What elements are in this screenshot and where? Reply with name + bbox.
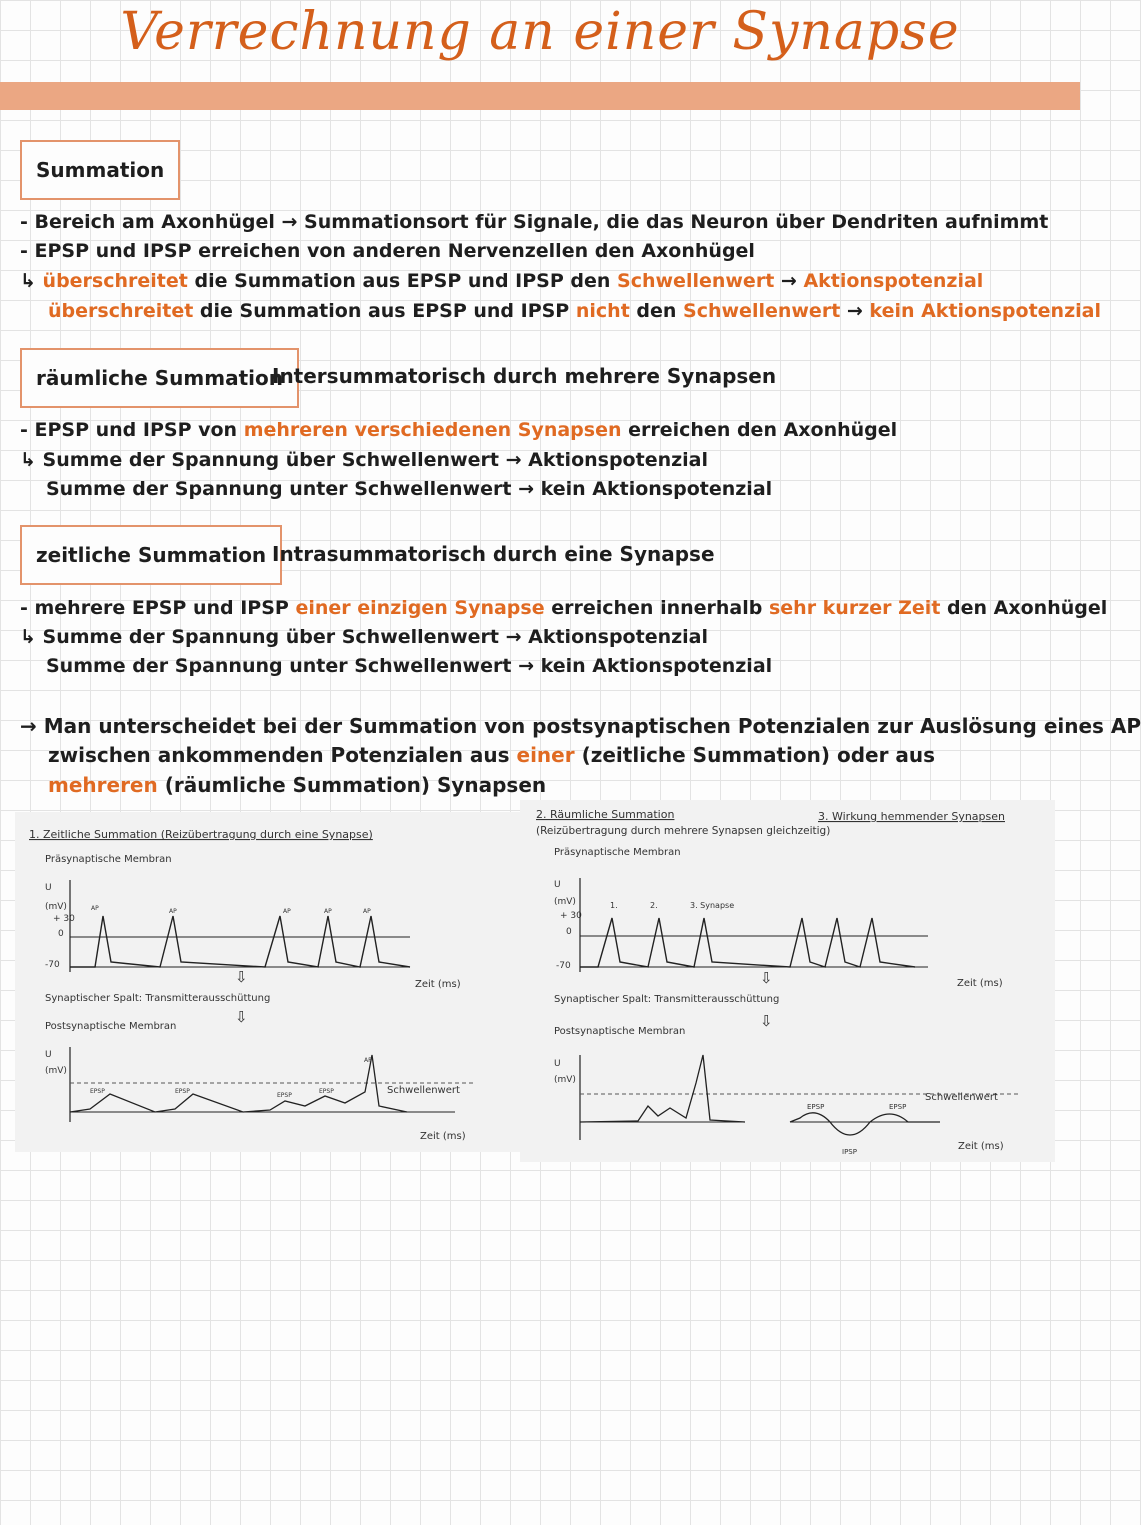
fig2-subtitle: (Reizübertragung durch mehrere Synapsen gleichzeitig) — [536, 825, 831, 837]
figure-raeumliche-summation-svg — [520, 800, 1055, 1162]
highlight-text: kein Aktionspotenzial — [869, 300, 1101, 322]
conclusion-line-1: → Man unterscheidet bei der Summation von postsynaptischen Potenzialen zur Auslösung eines AP — [20, 714, 1141, 738]
raeumliche-summation-desc: Intersummatorisch durch mehrere Synapsen — [272, 364, 777, 388]
fig2-tick-70: -70 — [556, 961, 571, 971]
fig3-trace — [790, 1113, 940, 1135]
fig3-epsp-label: EPSP — [807, 1103, 825, 1111]
fig1-ap-label: AP — [283, 908, 291, 915]
title-band — [0, 82, 1080, 110]
fig2-synapse-1: 1. — [610, 901, 618, 910]
fig2-synapse-3: 3. Synapse — [690, 901, 735, 910]
highlight-text: einer einzigen Synapse — [295, 597, 545, 619]
fig2-cleft-label: Synaptischer Spalt: Transmitterausschüttung — [554, 994, 780, 1005]
fig3-time-label: Zeit (ms) — [958, 1141, 1004, 1152]
text: die Summation aus EPSP und IPSP — [193, 300, 576, 322]
text: erreichen den Axonhügel — [621, 419, 898, 441]
fig1-epsp-label: EPSP — [319, 1088, 334, 1095]
fig1-title: 1. Zeitliche Summation (Reizübertragung durch eine Synapse) — [29, 828, 373, 841]
highlight-text: sehr kurzer Zeit — [768, 597, 941, 619]
down-arrow-icon: ⇩ — [235, 1008, 248, 1026]
page-title: Verrechnung an einer Synapse — [120, 2, 960, 62]
fig1-ap-label: AP — [91, 905, 99, 912]
fig2-tick-0: 0 — [566, 927, 572, 937]
fig2-u-label: U — [554, 880, 561, 890]
text: zwischen ankommenden Potenzialen aus — [48, 743, 517, 767]
summation-line-4 — [48, 297, 1101, 325]
fig2-tick-30: + 30 — [560, 911, 582, 921]
text: (räumliche Summation) Synapsen — [157, 773, 547, 797]
fig2-pre-label: Präsynaptische Membran — [554, 847, 681, 858]
highlight-text: Schwellenwert — [683, 300, 841, 322]
arrow-text: ↳ — [20, 270, 43, 292]
fig1-epsp-label: EPSP — [277, 1092, 292, 1099]
fig1-tick-30: + 30 — [53, 914, 75, 924]
zeitlich-line-3: Summe der Spannung unter Schwellenwert → kein Aktionspotenzial — [46, 655, 773, 677]
down-arrow-icon: ⇩ — [760, 969, 773, 987]
fig1-post-mv-label: (mV) — [45, 1066, 67, 1076]
text: → — [774, 270, 804, 292]
conclusion-line-3 — [48, 771, 546, 800]
highlight-text: einer — [516, 743, 575, 767]
fig1-tick-70: -70 — [45, 960, 60, 970]
zeitlich-line-1 — [20, 594, 1107, 622]
figure-zeitliche-summation — [15, 812, 520, 1152]
raeumlich-line-3: Summe der Spannung unter Schwellenwert → kein Aktionspotenzial — [46, 478, 773, 500]
fig1-tick-0: 0 — [58, 929, 64, 939]
fig2-time-label: Zeit (ms) — [957, 978, 1003, 989]
fig1-post-u-label: U — [45, 1050, 52, 1060]
figure-zeitliche-summation-svg — [15, 812, 520, 1152]
fig2-post-u-label: U — [554, 1059, 561, 1069]
fig1-pre-label: Präsynaptische Membran — [45, 854, 172, 865]
raeumlich-line-1 — [20, 416, 897, 444]
highlight-text: überschreitet — [42, 270, 188, 292]
zeitlich-line-2: ↳ Summe der Spannung über Schwellenwert → Aktionspotenzial — [20, 626, 709, 648]
fig3-epsp-label: EPSP — [889, 1103, 907, 1111]
fig1-ap-label: AP — [363, 908, 371, 915]
fig1-epsp-label: EPSP — [175, 1088, 190, 1095]
highlight-text: nicht — [575, 300, 630, 322]
fig1-post-time-label: Zeit (ms) — [420, 1131, 466, 1142]
raeumliche-summation-heading: räumliche Summation — [20, 348, 299, 408]
highlight-text: Schwellenwert — [617, 270, 775, 292]
fig2-synapse-2: 2. — [650, 901, 658, 910]
down-arrow-icon: ⇩ — [760, 1012, 773, 1030]
text: - EPSP und IPSP von — [20, 419, 244, 441]
text: erreichen innerhalb — [544, 597, 769, 619]
fig3-ipsp-label: IPSP — [842, 1148, 857, 1156]
text: den Axonhügel — [940, 597, 1108, 619]
fig2-pre-trace — [580, 918, 915, 967]
fig3-threshold-label: Schwellenwert — [925, 1092, 998, 1103]
fig2-title: 2. Räumliche Summation — [536, 808, 675, 821]
fig1-epsp-label: EPSP — [90, 1088, 105, 1095]
text: den — [629, 300, 684, 322]
fig1-ap-label: AP — [324, 908, 332, 915]
fig2-mv-label: (mV) — [554, 897, 576, 907]
fig1-pre-trace — [70, 916, 410, 967]
conclusion-line-2 — [48, 741, 935, 770]
summation-line-3 — [20, 267, 983, 295]
fig1-mv-label: (mV) — [45, 902, 67, 912]
summation-line-2: - EPSP und IPSP erreichen von anderen Nervenzellen den Axonhügel — [20, 240, 755, 262]
highlight-text: überschreitet — [48, 300, 194, 322]
summation-line-1: - Bereich am Axonhügel → Summationsort für Signale, die das Neuron über Dendriten aufnimmt — [20, 211, 1049, 233]
highlight-text: mehreren — [48, 773, 158, 797]
fig1-ap-label: AP — [169, 908, 177, 915]
figure-raeumliche-summation — [520, 800, 1055, 1162]
fig3-title: 3. Wirkung hemmender Synapsen — [818, 810, 1005, 823]
fig2-post-label: Postsynaptische Membran — [554, 1026, 686, 1037]
raeumlich-line-2: ↳ Summe der Spannung über Schwellenwert → Aktionspotenzial — [20, 449, 709, 471]
fig2-post-trace — [580, 1055, 745, 1122]
fig1-cleft-label: Synaptischer Spalt: Transmitterausschüttung — [45, 993, 271, 1004]
text: die Summation aus EPSP und IPSP den — [187, 270, 618, 292]
summation-heading: Summation — [20, 140, 180, 200]
fig1-time-label: Zeit (ms) — [415, 979, 461, 990]
highlight-text: Aktionspotenzial — [803, 270, 984, 292]
fig1-threshold-label: Schwellenwert — [387, 1085, 460, 1096]
zeitliche-summation-heading: zeitliche Summation — [20, 525, 282, 585]
fig1-u-label: U — [45, 883, 52, 893]
text: - mehrere EPSP und IPSP — [20, 597, 296, 619]
text: → — [840, 300, 870, 322]
fig2-post-mv-label: (mV) — [554, 1075, 576, 1085]
text: (zeitliche Summation) oder aus — [574, 743, 936, 767]
fig1-ap-label: AP — [364, 1057, 372, 1064]
zeitliche-summation-desc: Intrasummatorisch durch eine Synapse — [272, 542, 715, 566]
fig1-post-label: Postsynaptische Membran — [45, 1021, 177, 1032]
highlight-text: mehreren verschiedenen Synapsen — [243, 419, 622, 441]
down-arrow-icon: ⇩ — [235, 968, 248, 986]
